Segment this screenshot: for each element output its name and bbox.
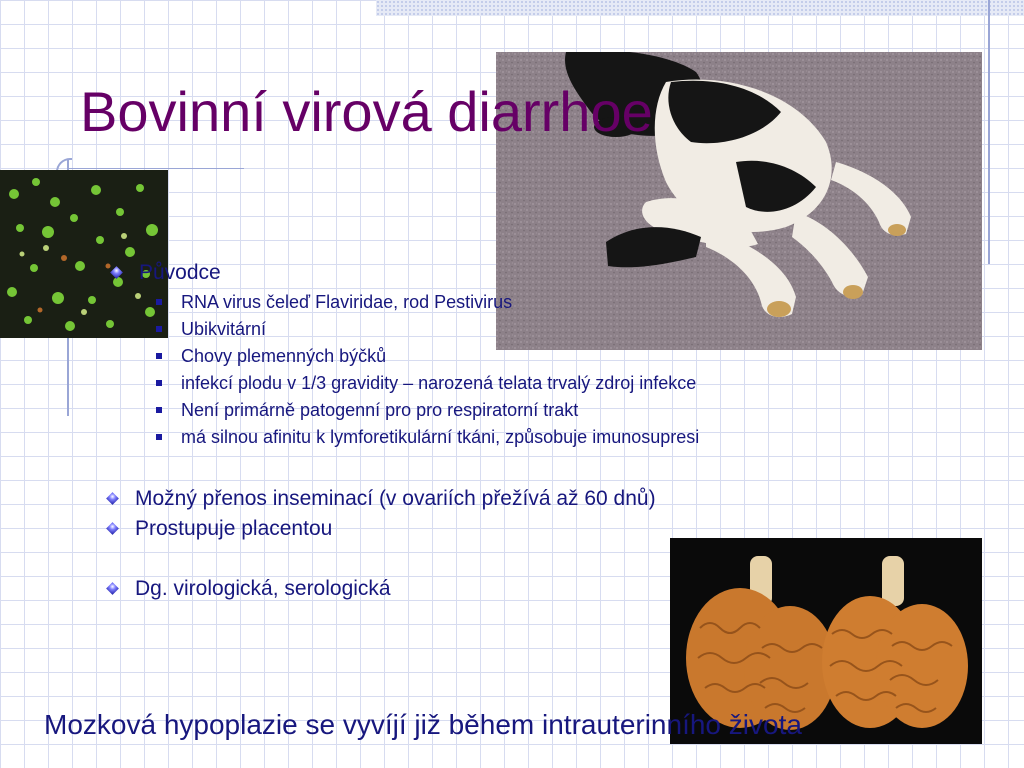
bullet-puvodce <box>112 262 221 283</box>
bullet-text: Dg. virologická, serologická <box>135 577 391 600</box>
bullet-prenos <box>108 488 656 509</box>
deco-line-top <box>68 168 244 169</box>
diamond-bullet-icon <box>106 582 119 595</box>
diamond-bullet-icon <box>110 266 123 279</box>
bullet-text: Možný přenos inseminací (v ovariích přežívá až 60 dnů) <box>135 487 656 510</box>
slide-caption: Mozková hypoplazie se vyvíjí již během intrauterinního života <box>44 709 802 740</box>
square-bullet-icon <box>156 380 162 386</box>
sub-bullet-text: Chovy plemenných býčků <box>181 346 387 366</box>
sub-bullet <box>156 320 266 338</box>
sub-bullet-text: Není primárně patogenní pro pro respiratorní trakt <box>181 400 579 420</box>
top-decorative-band <box>376 0 1024 16</box>
sub-bullet <box>156 374 696 392</box>
diamond-bullet-icon <box>106 492 119 505</box>
sub-bullet <box>156 293 512 311</box>
square-bullet-icon <box>156 299 162 305</box>
sub-bullet <box>156 428 699 446</box>
diamond-bullet-icon <box>106 522 119 535</box>
bullet-diagnostika <box>108 578 391 599</box>
microscopy-photo <box>0 170 168 338</box>
square-bullet-icon <box>156 434 162 440</box>
deco-line-right <box>988 0 990 264</box>
sub-bullet <box>156 401 578 419</box>
bullet-placenta <box>108 518 332 539</box>
sub-bullet-text: RNA virus čeleď Flaviridae, rod Pestivirus <box>181 292 513 312</box>
square-bullet-icon <box>156 326 162 332</box>
sub-bullet-text: má silnou afinitu k lymforetikulární tkáni, způsobuje imunosupresi <box>181 427 700 447</box>
square-bullet-icon <box>156 353 162 359</box>
slide-title: Bovinní virová diarrhoe <box>80 80 653 143</box>
square-bullet-icon <box>156 407 162 413</box>
sub-bullet <box>156 347 386 365</box>
bullet-text: Prostupuje placentou <box>135 517 333 540</box>
sub-bullet-text: infekcí plodu v 1/3 gravidity – narozená telata trvalý zdroj infekce <box>181 373 697 393</box>
bullet-text: Původce <box>139 261 221 284</box>
sub-bullet-text: Ubikvitární <box>181 319 267 339</box>
